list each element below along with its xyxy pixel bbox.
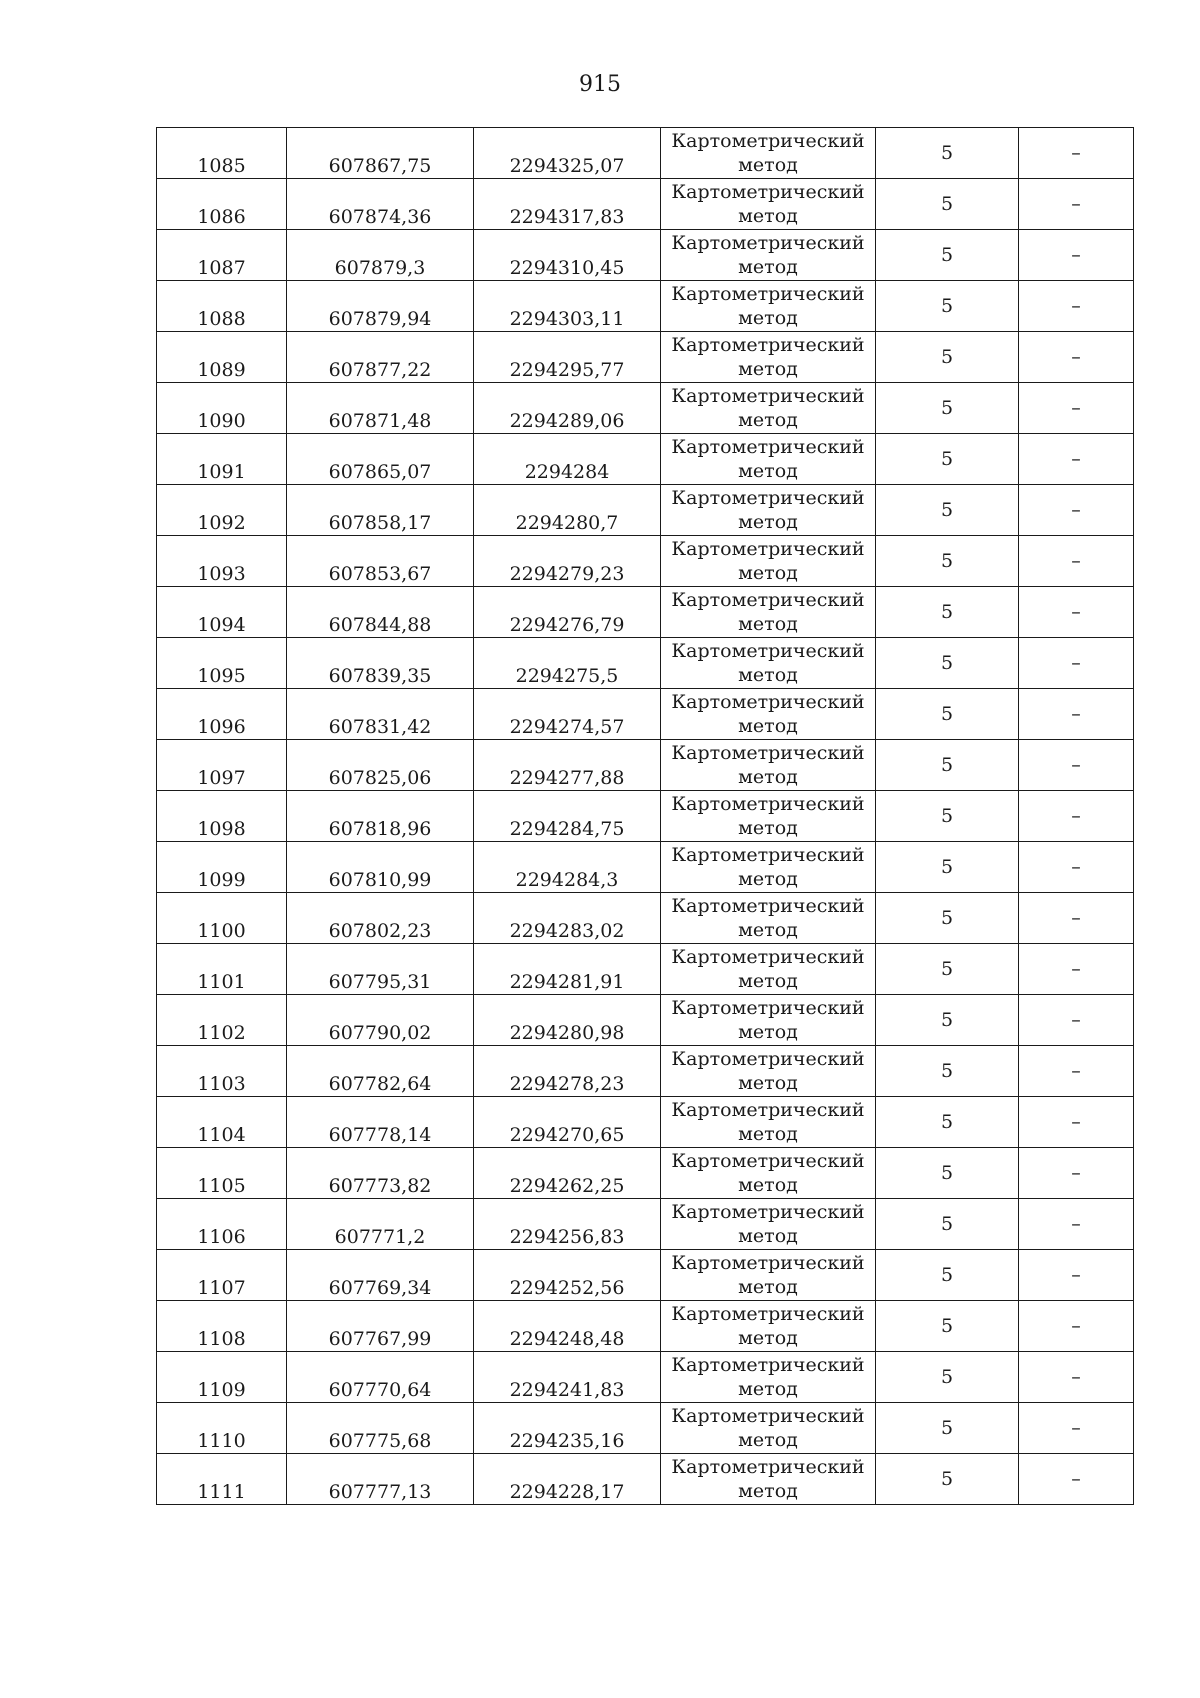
method-line-2: метод bbox=[738, 1072, 798, 1094]
method-line-2: метод bbox=[738, 154, 798, 176]
x-coordinate-cell: 607844,88 bbox=[287, 587, 474, 638]
method-line-2: метод bbox=[738, 1123, 798, 1145]
table-row bbox=[157, 1301, 1134, 1352]
x-coordinate-cell: 607831,42 bbox=[287, 689, 474, 740]
precision-cell: 5 bbox=[876, 128, 1019, 179]
y-coordinate-cell: 2294284,3 bbox=[474, 842, 661, 893]
point-number-cell: 1093 bbox=[157, 536, 287, 587]
method-cell bbox=[661, 383, 876, 434]
x-coordinate-cell: 607773,82 bbox=[287, 1148, 474, 1199]
precision-cell: 5 bbox=[876, 995, 1019, 1046]
method-cell bbox=[661, 893, 876, 944]
y-coordinate-cell: 2294235,16 bbox=[474, 1403, 661, 1454]
description-cell: – bbox=[1019, 1403, 1134, 1454]
table-row bbox=[157, 944, 1134, 995]
precision-cell: 5 bbox=[876, 179, 1019, 230]
method-cell bbox=[661, 128, 876, 179]
method-line-2: метод bbox=[738, 766, 798, 788]
table-row bbox=[157, 638, 1134, 689]
y-coordinate-cell: 2294276,79 bbox=[474, 587, 661, 638]
table-row bbox=[157, 893, 1134, 944]
x-coordinate-cell: 607777,13 bbox=[287, 1454, 474, 1505]
precision-cell: 5 bbox=[876, 1250, 1019, 1301]
precision-cell: 5 bbox=[876, 434, 1019, 485]
description-cell: – bbox=[1019, 332, 1134, 383]
method-line-1: Картометрический bbox=[671, 895, 865, 917]
description-cell: – bbox=[1019, 1097, 1134, 1148]
description-cell: – bbox=[1019, 485, 1134, 536]
method-line-2: метод bbox=[738, 307, 798, 329]
precision-cell: 5 bbox=[876, 1148, 1019, 1199]
table-row bbox=[157, 1454, 1134, 1505]
method-line-2: метод bbox=[738, 511, 798, 533]
point-number-cell: 1086 bbox=[157, 179, 287, 230]
description-cell: – bbox=[1019, 689, 1134, 740]
description-cell: – bbox=[1019, 1046, 1134, 1097]
table-row bbox=[157, 842, 1134, 893]
method-cell bbox=[661, 1454, 876, 1505]
method-line-1: Картометрический bbox=[671, 487, 865, 509]
method-line-2: метод bbox=[738, 664, 798, 686]
point-number-cell: 1109 bbox=[157, 1352, 287, 1403]
method-line-1: Картометрический bbox=[671, 742, 865, 764]
y-coordinate-cell: 2294279,23 bbox=[474, 536, 661, 587]
method-cell bbox=[661, 230, 876, 281]
point-number-cell: 1085 bbox=[157, 128, 287, 179]
y-coordinate-cell: 2294270,65 bbox=[474, 1097, 661, 1148]
description-cell: – bbox=[1019, 179, 1134, 230]
table-row bbox=[157, 536, 1134, 587]
x-coordinate-cell: 607790,02 bbox=[287, 995, 474, 1046]
point-number-cell: 1090 bbox=[157, 383, 287, 434]
x-coordinate-cell: 607879,3 bbox=[287, 230, 474, 281]
description-cell: – bbox=[1019, 1454, 1134, 1505]
y-coordinate-cell: 2294289,06 bbox=[474, 383, 661, 434]
method-cell bbox=[661, 1199, 876, 1250]
method-line-1: Картометрический bbox=[671, 181, 865, 203]
point-number-cell: 1098 bbox=[157, 791, 287, 842]
method-line-1: Картометрический bbox=[671, 130, 865, 152]
point-number-cell: 1104 bbox=[157, 1097, 287, 1148]
method-line-1: Картометрический bbox=[671, 1099, 865, 1121]
point-number-cell: 1094 bbox=[157, 587, 287, 638]
precision-cell: 5 bbox=[876, 1403, 1019, 1454]
table-row bbox=[157, 1046, 1134, 1097]
precision-cell: 5 bbox=[876, 332, 1019, 383]
precision-cell: 5 bbox=[876, 1454, 1019, 1505]
method-cell bbox=[661, 179, 876, 230]
precision-cell: 5 bbox=[876, 1199, 1019, 1250]
x-coordinate-cell: 607802,23 bbox=[287, 893, 474, 944]
description-cell: – bbox=[1019, 1352, 1134, 1403]
y-coordinate-cell: 2294310,45 bbox=[474, 230, 661, 281]
coordinates-table bbox=[156, 127, 1134, 1505]
x-coordinate-cell: 607775,68 bbox=[287, 1403, 474, 1454]
method-cell bbox=[661, 1046, 876, 1097]
table-row bbox=[157, 689, 1134, 740]
description-cell: – bbox=[1019, 893, 1134, 944]
x-coordinate-cell: 607879,94 bbox=[287, 281, 474, 332]
x-coordinate-cell: 607853,67 bbox=[287, 536, 474, 587]
y-coordinate-cell: 2294228,17 bbox=[474, 1454, 661, 1505]
method-line-1: Картометрический bbox=[671, 1405, 865, 1427]
point-number-cell: 1087 bbox=[157, 230, 287, 281]
x-coordinate-cell: 607865,07 bbox=[287, 434, 474, 485]
method-line-2: метод bbox=[738, 1480, 798, 1502]
y-coordinate-cell: 2294262,25 bbox=[474, 1148, 661, 1199]
y-coordinate-cell: 2294252,56 bbox=[474, 1250, 661, 1301]
method-line-2: метод bbox=[738, 1276, 798, 1298]
method-line-1: Картометрический bbox=[671, 946, 865, 968]
method-cell bbox=[661, 1148, 876, 1199]
table-row bbox=[157, 995, 1134, 1046]
precision-cell: 5 bbox=[876, 791, 1019, 842]
table-row bbox=[157, 332, 1134, 383]
y-coordinate-cell: 2294284 bbox=[474, 434, 661, 485]
table-row bbox=[157, 434, 1134, 485]
method-line-2: метод bbox=[738, 715, 798, 737]
x-coordinate-cell: 607767,99 bbox=[287, 1301, 474, 1352]
description-cell: – bbox=[1019, 281, 1134, 332]
method-cell bbox=[661, 740, 876, 791]
y-coordinate-cell: 2294295,77 bbox=[474, 332, 661, 383]
point-number-cell: 1088 bbox=[157, 281, 287, 332]
precision-cell: 5 bbox=[876, 893, 1019, 944]
method-line-2: метод bbox=[738, 1327, 798, 1349]
x-coordinate-cell: 607825,06 bbox=[287, 740, 474, 791]
point-number-cell: 1108 bbox=[157, 1301, 287, 1352]
table-row bbox=[157, 1250, 1134, 1301]
precision-cell: 5 bbox=[876, 587, 1019, 638]
method-line-1: Картометрический bbox=[671, 538, 865, 560]
description-cell: – bbox=[1019, 842, 1134, 893]
method-line-1: Картометрический bbox=[671, 1354, 865, 1376]
method-line-1: Картометрический bbox=[671, 1456, 865, 1478]
x-coordinate-cell: 607839,35 bbox=[287, 638, 474, 689]
x-coordinate-cell: 607818,96 bbox=[287, 791, 474, 842]
y-coordinate-cell: 2294281,91 bbox=[474, 944, 661, 995]
table-row bbox=[157, 1352, 1134, 1403]
description-cell: – bbox=[1019, 638, 1134, 689]
point-number-cell: 1106 bbox=[157, 1199, 287, 1250]
method-cell bbox=[661, 1352, 876, 1403]
precision-cell: 5 bbox=[876, 383, 1019, 434]
y-coordinate-cell: 2294325,07 bbox=[474, 128, 661, 179]
method-line-2: метод bbox=[738, 562, 798, 584]
y-coordinate-cell: 2294280,98 bbox=[474, 995, 661, 1046]
method-line-2: метод bbox=[738, 817, 798, 839]
description-cell: – bbox=[1019, 587, 1134, 638]
y-coordinate-cell: 2294278,23 bbox=[474, 1046, 661, 1097]
table-row bbox=[157, 791, 1134, 842]
description-cell: – bbox=[1019, 740, 1134, 791]
point-number-cell: 1111 bbox=[157, 1454, 287, 1505]
method-cell bbox=[661, 434, 876, 485]
description-cell: – bbox=[1019, 1250, 1134, 1301]
precision-cell: 5 bbox=[876, 1301, 1019, 1352]
method-line-1: Картометрический bbox=[671, 997, 865, 1019]
precision-cell: 5 bbox=[876, 944, 1019, 995]
method-line-1: Картометрический bbox=[671, 283, 865, 305]
method-line-1: Картометрический bbox=[671, 589, 865, 611]
method-line-1: Картометрический bbox=[671, 1150, 865, 1172]
point-number-cell: 1097 bbox=[157, 740, 287, 791]
x-coordinate-cell: 607778,14 bbox=[287, 1097, 474, 1148]
point-number-cell: 1095 bbox=[157, 638, 287, 689]
description-cell: – bbox=[1019, 536, 1134, 587]
table-row bbox=[157, 383, 1134, 434]
x-coordinate-cell: 607877,22 bbox=[287, 332, 474, 383]
table-row bbox=[157, 128, 1134, 179]
method-cell bbox=[661, 485, 876, 536]
y-coordinate-cell: 2294283,02 bbox=[474, 893, 661, 944]
precision-cell: 5 bbox=[876, 1046, 1019, 1097]
method-line-2: метод bbox=[738, 919, 798, 941]
table-row bbox=[157, 179, 1134, 230]
precision-cell: 5 bbox=[876, 536, 1019, 587]
method-line-2: метод bbox=[738, 205, 798, 227]
table-row bbox=[157, 230, 1134, 281]
description-cell: – bbox=[1019, 1301, 1134, 1352]
point-number-cell: 1096 bbox=[157, 689, 287, 740]
point-number-cell: 1100 bbox=[157, 893, 287, 944]
y-coordinate-cell: 2294274,57 bbox=[474, 689, 661, 740]
y-coordinate-cell: 2294303,11 bbox=[474, 281, 661, 332]
method-line-2: метод bbox=[738, 460, 798, 482]
x-coordinate-cell: 607874,36 bbox=[287, 179, 474, 230]
table-row bbox=[157, 1199, 1134, 1250]
precision-cell: 5 bbox=[876, 1097, 1019, 1148]
x-coordinate-cell: 607810,99 bbox=[287, 842, 474, 893]
coordinates-table-body bbox=[157, 128, 1134, 1505]
x-coordinate-cell: 607782,64 bbox=[287, 1046, 474, 1097]
description-cell: – bbox=[1019, 1199, 1134, 1250]
point-number-cell: 1092 bbox=[157, 485, 287, 536]
point-number-cell: 1102 bbox=[157, 995, 287, 1046]
y-coordinate-cell: 2294280,7 bbox=[474, 485, 661, 536]
description-cell: – bbox=[1019, 944, 1134, 995]
table-row bbox=[157, 740, 1134, 791]
table-row bbox=[157, 1403, 1134, 1454]
y-coordinate-cell: 2294275,5 bbox=[474, 638, 661, 689]
method-cell bbox=[661, 944, 876, 995]
point-number-cell: 1110 bbox=[157, 1403, 287, 1454]
y-coordinate-cell: 2294284,75 bbox=[474, 791, 661, 842]
precision-cell: 5 bbox=[876, 842, 1019, 893]
method-cell bbox=[661, 1403, 876, 1454]
method-line-2: метод bbox=[738, 1174, 798, 1196]
method-line-1: Картометрический bbox=[671, 640, 865, 662]
precision-cell: 5 bbox=[876, 740, 1019, 791]
point-number-cell: 1089 bbox=[157, 332, 287, 383]
x-coordinate-cell: 607769,34 bbox=[287, 1250, 474, 1301]
method-line-2: метод bbox=[738, 1225, 798, 1247]
x-coordinate-cell: 607871,48 bbox=[287, 383, 474, 434]
method-line-2: метод bbox=[738, 1021, 798, 1043]
method-line-1: Картометрический bbox=[671, 1048, 865, 1070]
description-cell: – bbox=[1019, 128, 1134, 179]
method-line-2: метод bbox=[738, 613, 798, 635]
precision-cell: 5 bbox=[876, 689, 1019, 740]
point-number-cell: 1107 bbox=[157, 1250, 287, 1301]
method-cell bbox=[661, 332, 876, 383]
y-coordinate-cell: 2294256,83 bbox=[474, 1199, 661, 1250]
y-coordinate-cell: 2294241,83 bbox=[474, 1352, 661, 1403]
method-cell bbox=[661, 791, 876, 842]
method-cell bbox=[661, 842, 876, 893]
method-cell bbox=[661, 1250, 876, 1301]
y-coordinate-cell: 2294317,83 bbox=[474, 179, 661, 230]
method-cell bbox=[661, 281, 876, 332]
method-line-1: Картометрический bbox=[671, 793, 865, 815]
method-cell bbox=[661, 689, 876, 740]
method-line-1: Картометрический bbox=[671, 232, 865, 254]
precision-cell: 5 bbox=[876, 485, 1019, 536]
x-coordinate-cell: 607858,17 bbox=[287, 485, 474, 536]
method-line-1: Картометрический bbox=[671, 385, 865, 407]
point-number-cell: 1101 bbox=[157, 944, 287, 995]
method-line-1: Картометрический bbox=[671, 1201, 865, 1223]
method-line-2: метод bbox=[738, 358, 798, 380]
method-line-1: Картометрический bbox=[671, 1303, 865, 1325]
method-cell bbox=[661, 536, 876, 587]
description-cell: – bbox=[1019, 995, 1134, 1046]
precision-cell: 5 bbox=[876, 281, 1019, 332]
method-line-2: метод bbox=[738, 1378, 798, 1400]
description-cell: – bbox=[1019, 230, 1134, 281]
method-line-1: Картометрический bbox=[671, 334, 865, 356]
precision-cell: 5 bbox=[876, 638, 1019, 689]
precision-cell: 5 bbox=[876, 1352, 1019, 1403]
method-cell bbox=[661, 1097, 876, 1148]
method-line-1: Картометрический bbox=[671, 691, 865, 713]
method-line-2: метод bbox=[738, 1429, 798, 1451]
table-row bbox=[157, 281, 1134, 332]
x-coordinate-cell: 607771,2 bbox=[287, 1199, 474, 1250]
method-line-2: метод bbox=[738, 970, 798, 992]
y-coordinate-cell: 2294248,48 bbox=[474, 1301, 661, 1352]
method-line-2: метод bbox=[738, 409, 798, 431]
table-row bbox=[157, 587, 1134, 638]
table-row bbox=[157, 1148, 1134, 1199]
method-line-1: Картометрический bbox=[671, 844, 865, 866]
point-number-cell: 1103 bbox=[157, 1046, 287, 1097]
page-number: 915 bbox=[579, 72, 621, 97]
description-cell: – bbox=[1019, 1148, 1134, 1199]
method-cell bbox=[661, 587, 876, 638]
method-cell bbox=[661, 638, 876, 689]
point-number-cell: 1091 bbox=[157, 434, 287, 485]
point-number-cell: 1105 bbox=[157, 1148, 287, 1199]
precision-cell: 5 bbox=[876, 230, 1019, 281]
x-coordinate-cell: 607795,31 bbox=[287, 944, 474, 995]
point-number-cell: 1099 bbox=[157, 842, 287, 893]
table-row bbox=[157, 485, 1134, 536]
description-cell: – bbox=[1019, 434, 1134, 485]
method-line-1: Картометрический bbox=[671, 436, 865, 458]
method-cell bbox=[661, 1301, 876, 1352]
method-line-2: метод bbox=[738, 868, 798, 890]
method-cell bbox=[661, 995, 876, 1046]
method-line-2: метод bbox=[738, 256, 798, 278]
y-coordinate-cell: 2294277,88 bbox=[474, 740, 661, 791]
description-cell: – bbox=[1019, 383, 1134, 434]
description-cell: – bbox=[1019, 791, 1134, 842]
table-row bbox=[157, 1097, 1134, 1148]
x-coordinate-cell: 607867,75 bbox=[287, 128, 474, 179]
x-coordinate-cell: 607770,64 bbox=[287, 1352, 474, 1403]
method-line-1: Картометрический bbox=[671, 1252, 865, 1274]
